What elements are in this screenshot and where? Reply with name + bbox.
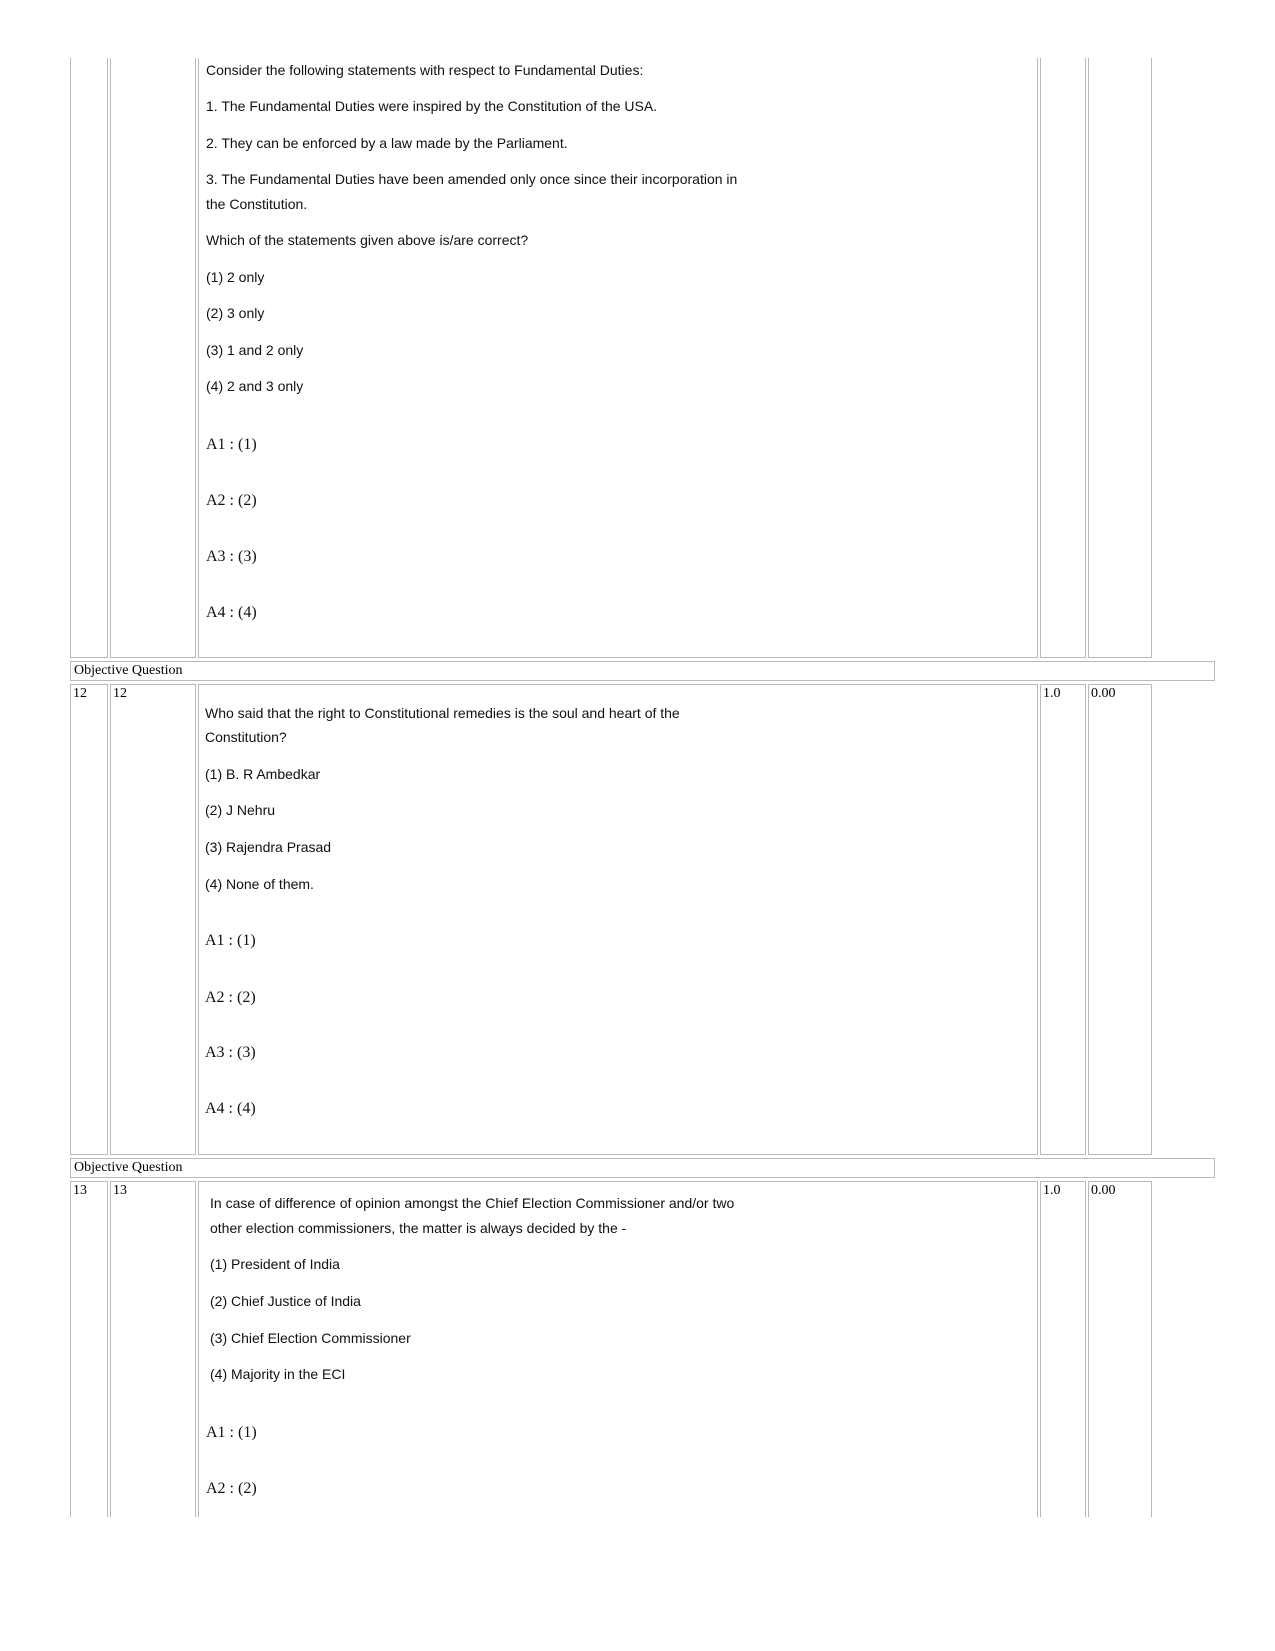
question-text: Who said that the right to Constitutional remedies is the soul and heart of the	[205, 705, 680, 721]
statement: 3. The Fundamental Duties have been amended only once since their incorporation in	[206, 171, 738, 187]
cell-qid	[110, 1181, 196, 1517]
option: (2) Chief Justice of India	[210, 1293, 361, 1309]
cell-serial	[70, 58, 108, 658]
marks: 1.0	[1043, 686, 1061, 701]
option: (2) J Nehru	[205, 802, 276, 818]
answer-option: A4 : (4)	[205, 1100, 256, 1117]
option: (1) 2 only	[206, 269, 265, 285]
option: (2) 3 only	[206, 305, 265, 321]
question-id: 12	[113, 686, 127, 701]
cell-negative	[1088, 684, 1152, 1155]
question-type-label: Objective Question	[70, 1158, 1215, 1178]
option: (3) 1 and 2 only	[206, 342, 304, 358]
cell-marks	[1040, 1181, 1086, 1517]
statement: the Constitution.	[206, 196, 308, 212]
cell-negative	[1088, 1181, 1152, 1517]
cell-qid	[110, 684, 196, 1155]
question-text: Constitution?	[205, 729, 287, 745]
negative-marks: 0.00	[1091, 1183, 1116, 1198]
cell-negative	[1088, 58, 1152, 658]
question-type-label: Objective Question	[70, 661, 1215, 681]
cell-marks	[1040, 58, 1086, 658]
question-prompt: Which of the statements given above is/are correct?	[206, 232, 529, 248]
option: (4) Majority in the ECI	[210, 1366, 346, 1382]
option: (4) 2 and 3 only	[206, 378, 304, 394]
answer-option: A2 : (2)	[206, 1480, 257, 1497]
statement: 2. They can be enforced by a law made by the Parliament.	[206, 135, 568, 151]
answer-option: A1 : (1)	[206, 1424, 257, 1441]
option: (1) B. R Ambedkar	[205, 766, 321, 782]
statement: 1. The Fundamental Duties were inspired by the Constitution of the USA.	[206, 98, 658, 114]
serial-number: 12	[73, 686, 87, 701]
option: (4) None of them.	[205, 876, 314, 892]
negative-marks: 0.00	[1091, 686, 1116, 701]
cell-serial	[70, 1181, 108, 1517]
question-text: other election commissioners, the matter is always decided by the -	[210, 1220, 627, 1236]
cell-serial	[70, 684, 108, 1155]
answer-option: A3 : (3)	[206, 548, 257, 565]
question-stem: Consider the following statements with respect to Fundamental Duties:	[206, 62, 644, 78]
cell-marks	[1040, 684, 1086, 1155]
question-text: In case of difference of opinion amongst the Chief Election Commissioner and/or two	[210, 1195, 735, 1211]
marks: 1.0	[1043, 1183, 1061, 1198]
serial-number: 13	[73, 1183, 87, 1198]
question-id: 13	[113, 1183, 127, 1198]
cell-question	[198, 684, 1038, 1155]
answer-option: A1 : (1)	[205, 932, 256, 949]
answer-option: A4 : (4)	[206, 604, 257, 621]
option: (1) President of India	[210, 1256, 340, 1272]
option: (3) Chief Election Commissioner	[210, 1330, 411, 1346]
answer-option: A1 : (1)	[206, 436, 257, 453]
cell-qid	[110, 58, 196, 658]
answer-option: A2 : (2)	[206, 492, 257, 509]
option: (3) Rajendra Prasad	[205, 839, 332, 855]
answer-option: A2 : (2)	[205, 989, 256, 1006]
answer-option: A3 : (3)	[205, 1044, 256, 1061]
